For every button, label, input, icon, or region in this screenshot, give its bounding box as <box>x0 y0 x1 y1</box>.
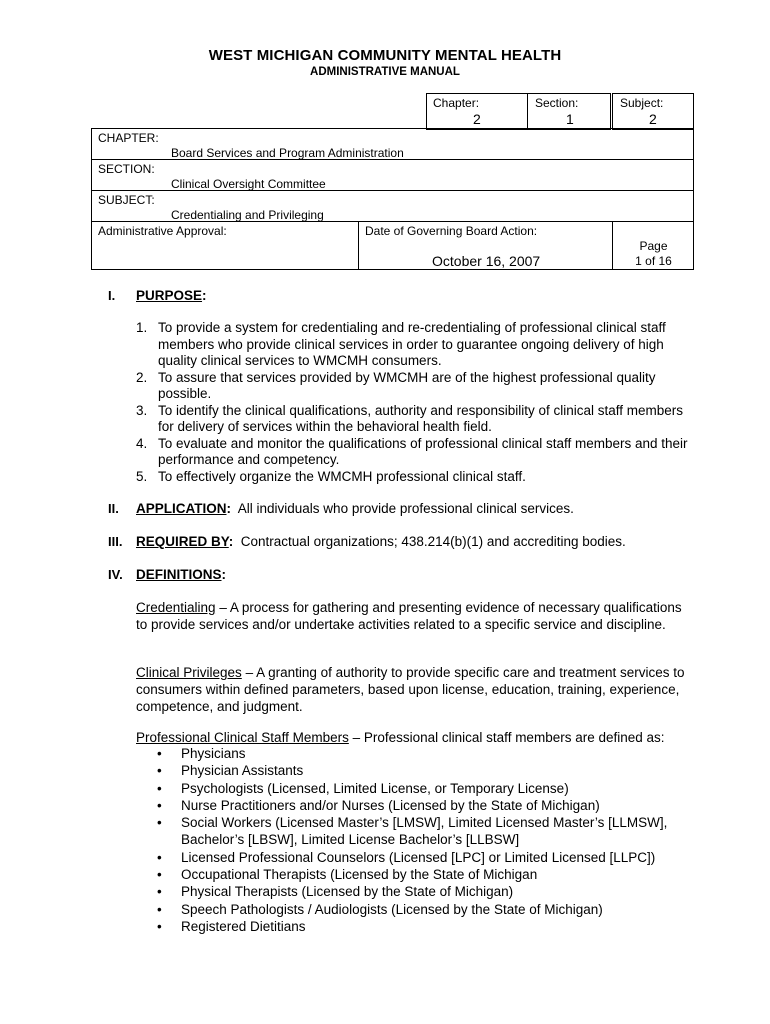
info-section-label: SECTION: <box>98 162 155 176</box>
info-subject-value: Credentialing and Privileging <box>171 208 324 222</box>
list-item: 2. To assure that services provided by WMCMH are of the highest professional quality possible. <box>136 369 656 401</box>
application-text: All individuals who provide professional clinical services. <box>237 501 574 516</box>
definitions-title: DEFINITIONS <box>136 567 222 582</box>
info-subject-label: SUBJECT: <box>98 193 155 207</box>
application-title: APPLICATION <box>136 501 227 516</box>
purpose-heading: PURPOSE: <box>136 288 207 303</box>
purpose-list <box>136 320 696 485</box>
purpose-title: PURPOSE <box>136 288 203 303</box>
approval-label: Administrative Approval: <box>98 224 227 238</box>
required-by-text: Contractual organizations; 438.214(b)(1) and accrediting bodies. <box>240 534 626 549</box>
required-by-number: III. <box>108 534 123 549</box>
credentialing-term: Credentialing <box>136 600 216 615</box>
subject-box <box>612 93 694 130</box>
application-number: II. <box>108 501 119 516</box>
page-label: Page <box>639 239 668 253</box>
application-heading: APPLICATION: All individuals who provide professional clinical services. <box>136 501 574 516</box>
list-item: 5. To effectively organize the WMCMH professional clinical staff. <box>136 468 526 484</box>
purpose-number: I. <box>108 288 116 303</box>
required-by-title: REQUIRED BY <box>136 534 229 549</box>
credentialing-text: – A process for gathering and presenting evidence of necessary qualifications to provide services and/or undertake activities related to a specific service and discipline. <box>136 600 682 632</box>
chapter-box-value: 2 <box>473 111 481 127</box>
document-subtitle: ADMINISTRATIVE MANUAL <box>310 66 460 78</box>
staff-text: – Professional clinical staff members are defined as: <box>352 730 665 745</box>
list-item: • Licensed Professional Counselors (Licensed [LPC] or Limited Licensed [LLPC]) <box>157 849 656 865</box>
staff-list <box>136 745 696 935</box>
list-item: 1. To provide a system for credentialing and re-credentialing of professional clinical staff members who provide clinical services in order to guarantee ongoing delivery of high quality clinical services to WMCMH consumers. <box>136 320 666 368</box>
info-table <box>91 128 694 270</box>
staff-definition <box>136 729 716 746</box>
board-action-label: Date of Governing Board Action: <box>365 224 538 238</box>
page-value: 1 of 16 <box>635 254 672 268</box>
credentialing-definition <box>136 599 696 633</box>
chapter-box <box>426 93 528 130</box>
board-action-date: October 16, 2007 <box>432 253 541 269</box>
required-by-heading: REQUIRED BY: Contractual organizations; 438.214(b)(1) and accrediting bodies. <box>136 534 626 549</box>
list-item: • Speech Pathologists / Audiologists (Licensed by the State of Michigan) <box>157 901 603 917</box>
privileges-text: – A granting of authority to provide specific care and treatment services to consumers within defined parameters, based upon license, education, training, experience, competence, and judgment. <box>136 665 685 714</box>
document-title: WEST MICHIGAN COMMUNITY MENTAL HEALTH <box>208 47 562 64</box>
list-item: • Physicians <box>157 746 246 761</box>
list-item: • Psychologists (Licensed, Limited License, or Temporary License) <box>157 780 569 796</box>
definitions-number: IV. <box>108 567 123 582</box>
list-item: 3. To identify the clinical qualifications, authority and responsibility of clinical staff members for delivery of services within the behavioral health field. <box>136 402 684 434</box>
info-chapter-label: CHAPTER: <box>98 131 159 145</box>
list-item: • Physical Therapists (Licensed by the State of Michigan) <box>157 884 514 900</box>
staff-term: Professional Clinical Staff Members <box>136 730 349 745</box>
section-box <box>527 93 611 130</box>
info-chapter-value: Board Services and Program Administration <box>171 146 404 160</box>
list-item: • Registered Dietitians <box>157 918 306 934</box>
section-box-value: 1 <box>566 111 574 127</box>
subject-box-value: 2 <box>649 111 657 127</box>
subject-box-label: Subject: <box>620 96 664 110</box>
section-box-label: Section: <box>535 96 579 110</box>
list-item: • Nurse Practitioners and/or Nurses (Licensed by the State of Michigan) <box>157 797 600 813</box>
definitions-heading: DEFINITIONS: <box>136 567 227 582</box>
list-item: • Physician Assistants <box>157 763 304 779</box>
list-item: • Social Workers (Licensed Master’s [LMSW], Limited Licensed Master’s [LLMSW], Bachelor’s [LBSW], Limited License Bachelor’s [LLBSW] <box>157 815 668 848</box>
list-item: • Occupational Therapists (Licensed by the State of Michigan <box>157 867 538 883</box>
privileges-definition <box>136 664 696 715</box>
privileges-term: Clinical Privileges <box>136 665 242 680</box>
list-item: 4. To evaluate and monitor the qualifications of professional clinical staff members and their performance and competency. <box>136 435 688 467</box>
info-section-value: Clinical Oversight Committee <box>171 177 326 191</box>
chapter-box-label: Chapter: <box>433 96 480 110</box>
